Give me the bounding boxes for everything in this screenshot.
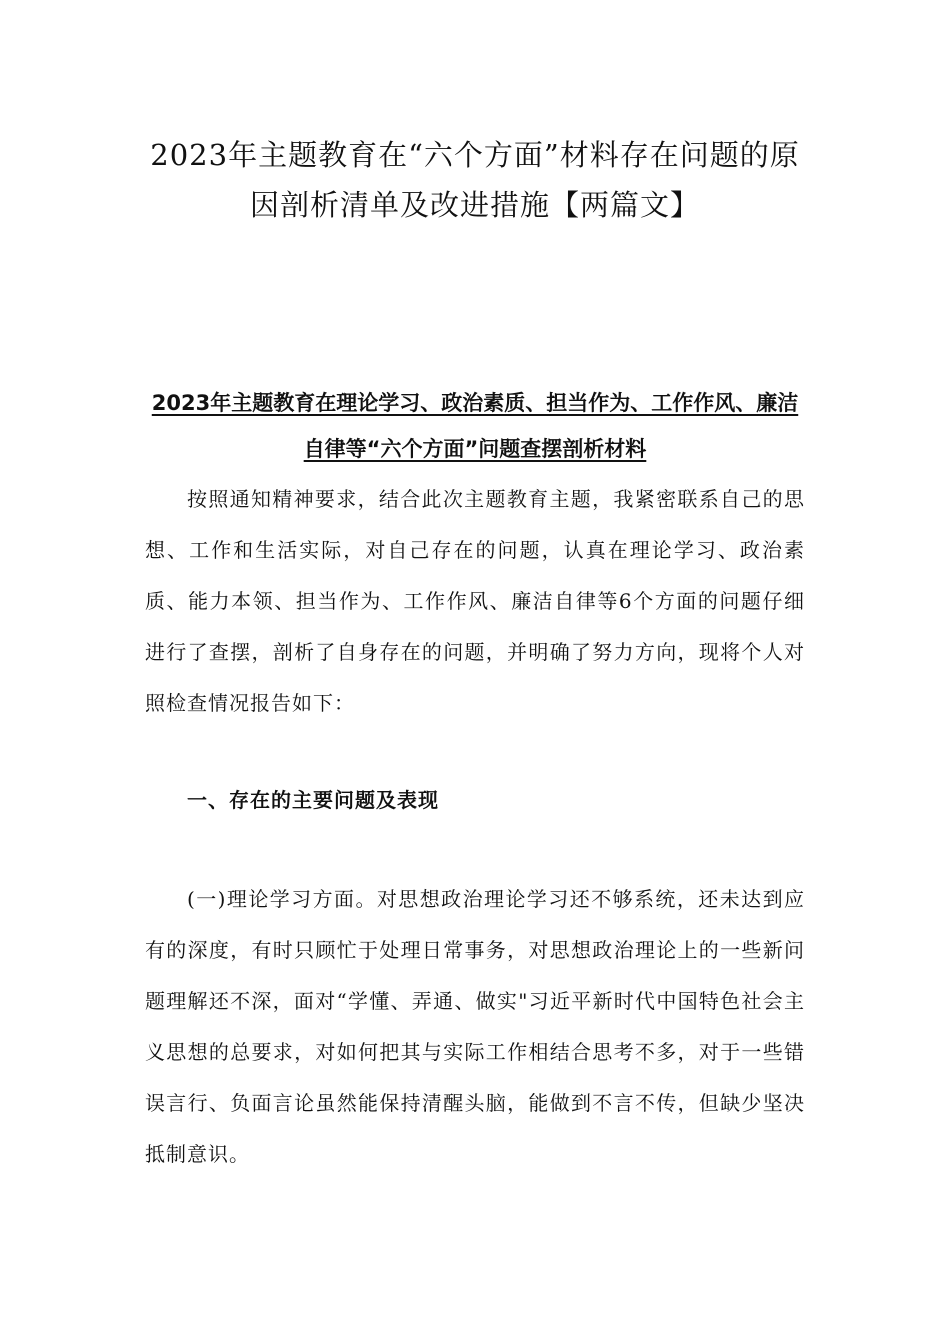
sub-title: 2023年主题教育在理论学习、政治素质、担当作为、工作作风、廉洁自律等“六个方面”问题查摆剖析材料 xyxy=(151,391,799,461)
intro-paragraph: 按照通知精神要求，结合此次主题教育主题，我紧密联系自己的思想、工作和生活实际，对自己存在的问题，认真在理论学习、政治素质、能力本领、担当作为、工作作风、廉洁自律等6个方面的问题仔细进行了查摆，剖析了自身存在的问题，并明确了努力方向，现将个人对照检查情况报告如下： xyxy=(145,487,805,715)
section-paragraph: (一)理论学习方面。对思想政治理论学习还不够系统，还未达到应有的深度，有时只顾忙于处理日常事务，对思想政治理论上的一些新问题理解还不深，面对“学懂、弄通、做实"习近平新时代中国特色社会主义思想的总要求，对如何把其与实际工作相结合思考不多，对于一些错误言行、负面言论虽然能保持清醒头脑，能做到不言不传，但缺少坚决抵制意识。 xyxy=(145,887,805,1166)
section-heading: 一、存在的主要问题及表现 xyxy=(187,788,439,812)
main-title: 2023年主题教育在“六个方面”材料存在问题的原因剖析清单及改进措施【两篇文】 xyxy=(150,138,800,222)
